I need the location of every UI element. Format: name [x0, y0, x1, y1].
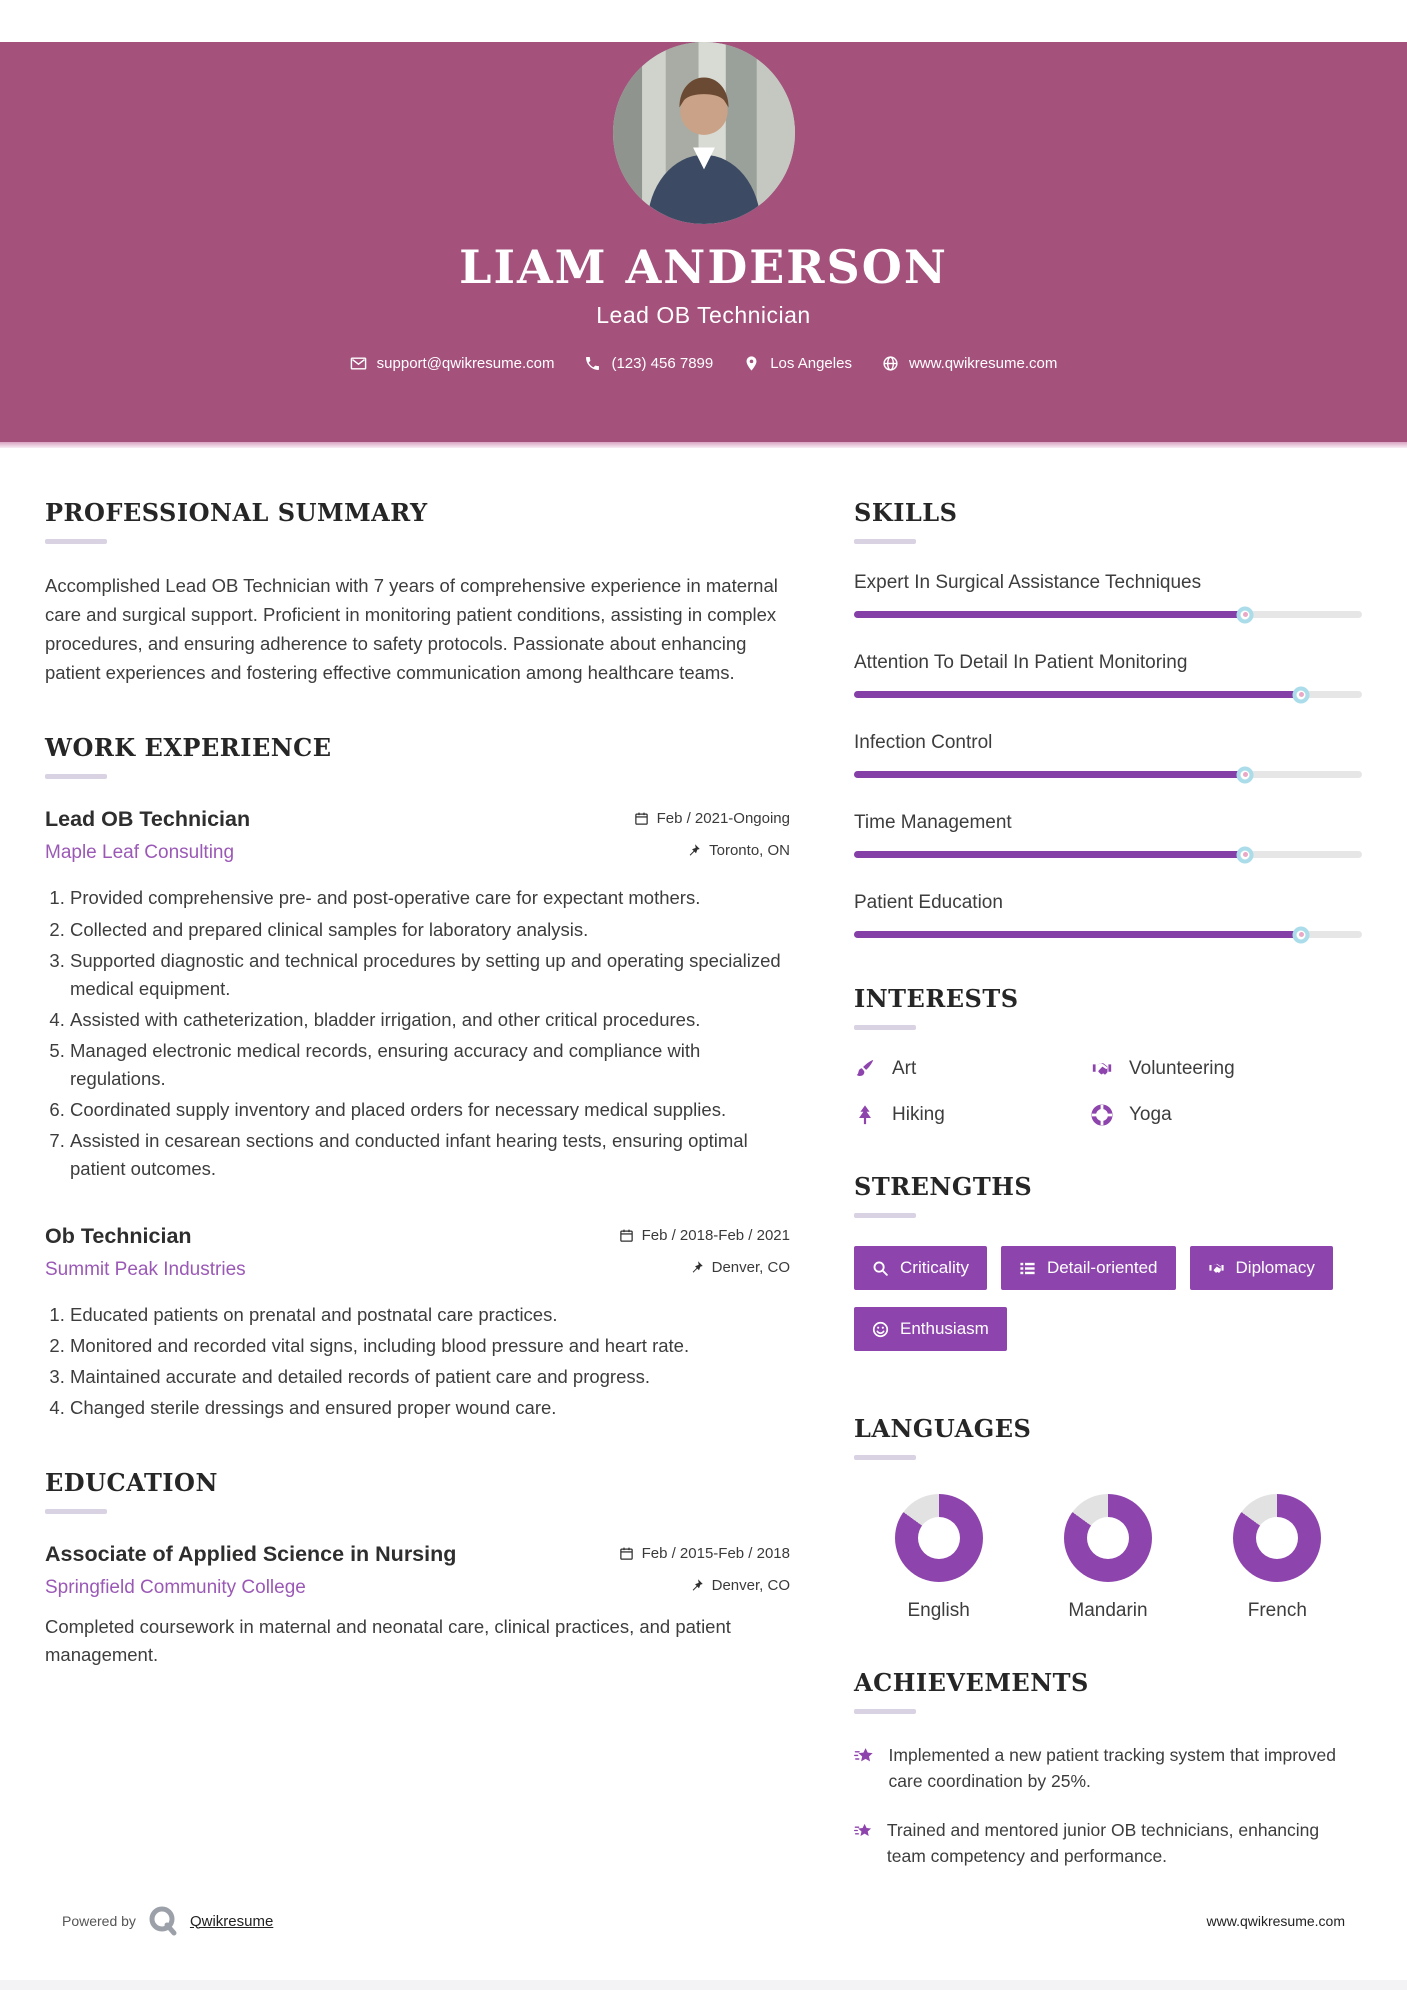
skill-row: [854, 652, 1362, 698]
contact-website-text: www.qwikresume.com: [908, 355, 1058, 372]
skill-label: Expert In Surgical Assistance Techniques: [854, 572, 1202, 593]
education-description: Completed coursework in maternal and neonatal care, clinical practices, and patient management.: [45, 1615, 731, 1666]
education-dates: [619, 1545, 790, 1562]
achievement-item: [854, 1742, 1362, 1795]
job-location-text: Toronto, ON: [709, 842, 790, 860]
skill-slider-fill: [854, 851, 1245, 858]
job-bullet: 1. Provided comprehensive pre- and post-operative care for expectant mothers.: [70, 884, 790, 912]
job-location: [689, 1259, 790, 1276]
skill-slider-knob[interactable]: [1237, 766, 1254, 783]
contact-row: [0, 355, 1407, 372]
skill-slider-track: [854, 771, 1362, 778]
paintbrush-icon: [854, 1058, 876, 1080]
job-dates-text: Feb / 2018-Feb / 2021: [641, 1226, 790, 1244]
section-rule: [854, 539, 916, 544]
job-title: Ob Technician: [45, 1223, 192, 1248]
education-heading: EDUCATION: [45, 1467, 218, 1497]
education-entry: [45, 1542, 790, 1669]
skill-row: [854, 892, 1362, 938]
interest-item: [854, 1104, 1091, 1126]
globe-icon: [882, 355, 899, 372]
powered-by-label: Powered by: [62, 1913, 136, 1929]
skill-slider-track: [854, 611, 1362, 618]
job-bullet: 3. Supported diagnostic and technical procedures by setting up and operating specialized medical equipment.: [70, 947, 790, 1003]
job-entry: [45, 807, 790, 1183]
section-rule: [45, 774, 107, 779]
magnifier-icon: [872, 1260, 889, 1277]
phone-icon: [584, 355, 601, 372]
job-entry: [45, 1224, 790, 1422]
section-languages: [854, 1414, 1362, 1622]
qwikresume-link[interactable]: Qwikresume: [189, 1912, 274, 1930]
handshake-icon: [1091, 1058, 1113, 1080]
job-dates-text: Feb / 2021-Ongoing: [656, 810, 790, 828]
languages-heading: LANGUAGES: [854, 1414, 1032, 1443]
skill-row: [854, 572, 1362, 618]
contact-location-text: Los Angeles: [770, 355, 852, 372]
skill-row: [854, 812, 1362, 858]
education-dates-text: Feb / 2015-Feb / 2018: [641, 1544, 790, 1562]
smiley-icon: [872, 1321, 889, 1338]
interest-label: Hiking: [892, 1104, 945, 1125]
achievements-list: [854, 1742, 1362, 1869]
contact-phone-text: (123) 456 7899: [611, 355, 714, 372]
contact-email[interactable]: [350, 355, 555, 372]
profile-photo-placeholder: [613, 42, 795, 224]
strengths-list: [854, 1246, 1362, 1368]
achievement-text: Implemented a new patient tracking system that improved care coordination by 25%.: [888, 1745, 1336, 1792]
section-rule: [854, 1709, 916, 1714]
interest-label: Volunteering: [1129, 1058, 1235, 1079]
right-column: [854, 498, 1362, 1915]
school-name: Springfield Community College: [45, 1576, 306, 1598]
skill-slider-knob[interactable]: [1293, 686, 1310, 703]
interest-item: [854, 1058, 1091, 1080]
section-rule: [45, 539, 107, 544]
section-education: [45, 1468, 790, 1669]
section-rule: [45, 1509, 107, 1514]
contact-location[interactable]: [743, 355, 852, 372]
language-donut-chart: [1233, 1494, 1321, 1582]
skill-slider-fill: [854, 691, 1301, 698]
calendar-icon: [619, 1228, 634, 1243]
section-work-experience: [45, 733, 790, 1422]
skill-slider-knob[interactable]: [1237, 606, 1254, 623]
strength-label: Enthusiasm: [900, 1319, 989, 1338]
star-badge-icon: [854, 1817, 872, 1844]
skill-row: [854, 732, 1362, 778]
email-icon: [350, 355, 367, 372]
section-strengths: [854, 1172, 1362, 1368]
skill-label: Infection Control: [854, 732, 993, 753]
job-head-row: [45, 1224, 790, 1249]
strengths-heading: STRENGTHS: [854, 1172, 1033, 1201]
language-item: [1023, 1488, 1192, 1622]
job-dates: [634, 810, 790, 827]
pushpin-icon: [689, 1578, 704, 1593]
education-location-text: Denver, CO: [711, 1576, 790, 1594]
contact-email-text: support@qwikresume.com: [376, 355, 555, 372]
language-item: [854, 1488, 1023, 1622]
job-bullet: 1. Educated patients on prenatal and postnatal care practices.: [70, 1301, 790, 1329]
interests-list: [854, 1058, 1362, 1126]
skills-list: [854, 572, 1362, 938]
strength-chip-detail-oriented[interactable]: [1001, 1246, 1176, 1290]
skill-slider-fill: [854, 611, 1245, 618]
strength-label: Diplomacy: [1235, 1258, 1315, 1277]
footer-website-link[interactable]: www.qwikresume.com: [1206, 1913, 1345, 1929]
achievement-text: Trained and mentored junior OB technicians, enhancing team competency and performance.: [886, 1819, 1320, 1866]
interest-item: [1091, 1058, 1362, 1080]
person-name: LIAM ANDERSON: [459, 240, 948, 294]
strength-chip-enthusiasm[interactable]: [854, 1307, 1007, 1351]
strength-label: Detail-oriented: [1046, 1258, 1158, 1277]
achievements-heading: ACHIEVEMENTS: [854, 1668, 1089, 1697]
header: [0, 42, 1407, 442]
job-bullet: 2. Collected and prepared clinical samples for laboratory analysis.: [70, 916, 790, 944]
language-donut-chart: [1064, 1494, 1152, 1582]
interest-label: Yoga: [1129, 1104, 1172, 1125]
strength-chip-criticality[interactable]: [854, 1246, 987, 1290]
left-column: [45, 498, 790, 1915]
powered-by: [62, 1904, 273, 1938]
language-label: English: [907, 1600, 970, 1621]
job-bullet: 4. Changed sterile dressings and ensured proper wound care.: [70, 1394, 790, 1422]
lifebuoy-icon: [1091, 1104, 1113, 1126]
list-icon: [1019, 1260, 1036, 1277]
interest-item: [1091, 1104, 1362, 1126]
language-item: [1193, 1488, 1362, 1622]
job-bullet: 5. Managed electronic medical records, ensuring accuracy and compliance with regulations.: [70, 1037, 790, 1093]
location-pin-icon: [743, 355, 760, 372]
content-columns: [0, 442, 1407, 1915]
section-rule: [854, 1455, 916, 1460]
avatar: [613, 42, 795, 224]
language-label: French: [1247, 1600, 1307, 1621]
company-name: Maple Leaf Consulting: [45, 842, 235, 864]
languages-list: [854, 1488, 1362, 1622]
section-rule: [854, 1213, 916, 1218]
interest-label: Art: [892, 1058, 917, 1079]
job-bullets: [45, 1301, 790, 1422]
tree-icon: [854, 1104, 876, 1126]
strength-chip-diplomacy[interactable]: [1190, 1246, 1333, 1290]
achievement-item: [854, 1817, 1362, 1870]
calendar-icon: [619, 1546, 634, 1561]
job-bullet: 6. Coordinated supply inventory and placed orders for necessary medical supplies.: [70, 1096, 790, 1124]
calendar-icon: [634, 811, 649, 826]
skill-slider-track: [854, 691, 1362, 698]
qwikresume-logo-icon: [146, 1904, 180, 1938]
strength-label: Criticality: [900, 1258, 969, 1277]
education-location: [689, 1577, 790, 1594]
job-bullets: [45, 884, 790, 1183]
bottom-strip: [0, 1980, 1407, 1990]
footer: [62, 1904, 1345, 1938]
skill-label: Attention To Detail In Patient Monitoring: [854, 652, 1188, 673]
section-skills: [854, 498, 1362, 938]
pushpin-icon: [686, 843, 701, 858]
job-sub-row: [45, 832, 790, 864]
job-sub-row: [45, 1249, 790, 1281]
section-achievements: [854, 1668, 1362, 1869]
skill-label: Time Management: [854, 812, 1012, 833]
skill-slider-fill: [854, 771, 1245, 778]
job-bullet: 3. Maintained accurate and detailed records of patient care and progress.: [70, 1363, 790, 1391]
skills-heading: SKILLS: [854, 498, 958, 527]
section-professional-summary: [45, 498, 790, 687]
skill-slider-track: [854, 931, 1362, 938]
summary-text: Accomplished Lead OB Technician with 7 years of comprehensive experience in maternal care and surgical support. Proficient in monitoring patient conditions, assisting in complex procedures, and ensuring adherence to safety protocols. Passionate about enhancing patient experiences and fostering effective communication among healthcare teams.: [45, 575, 778, 683]
handshake-icon: [1208, 1260, 1225, 1277]
contact-website[interactable]: [882, 355, 1057, 372]
star-badge-icon: [854, 1742, 874, 1769]
jobs-list: [45, 807, 790, 1422]
summary-heading: PROFESSIONAL SUMMARY: [45, 498, 428, 527]
language-donut-chart: [895, 1494, 983, 1582]
language-label: Mandarin: [1068, 1600, 1148, 1621]
company-name: Summit Peak Industries: [45, 1258, 246, 1280]
contact-phone[interactable]: [584, 355, 713, 372]
job-dates: [619, 1227, 790, 1244]
skill-slider-knob[interactable]: [1293, 926, 1310, 943]
degree-title: Associate of Applied Science in Nursing: [45, 1541, 457, 1566]
job-bullet: 4. Assisted with catheterization, bladder irrigation, and other critical procedures.: [70, 1006, 790, 1034]
skill-slider-track: [854, 851, 1362, 858]
skill-slider-fill: [854, 931, 1301, 938]
section-interests: [854, 984, 1362, 1126]
job-bullet: 7. Assisted in cesarean sections and conducted infant hearing tests, ensuring optimal patient outcomes.: [70, 1127, 790, 1183]
job-bullet: 2. Monitored and recorded vital signs, including blood pressure and heart rate.: [70, 1332, 790, 1360]
interests-heading: INTERESTS: [854, 984, 1019, 1013]
pushpin-icon: [689, 1260, 704, 1275]
experience-heading: WORK EXPERIENCE: [45, 733, 332, 763]
skill-slider-knob[interactable]: [1237, 846, 1254, 863]
job-location-text: Denver, CO: [711, 1258, 790, 1276]
job-title: Lead OB Technician: [45, 807, 251, 832]
job-head-row: [45, 807, 790, 832]
person-job-title: Lead OB Technician: [596, 302, 811, 328]
skill-label: Patient Education: [854, 892, 1003, 913]
section-rule: [854, 1025, 916, 1030]
job-location: [686, 842, 790, 859]
